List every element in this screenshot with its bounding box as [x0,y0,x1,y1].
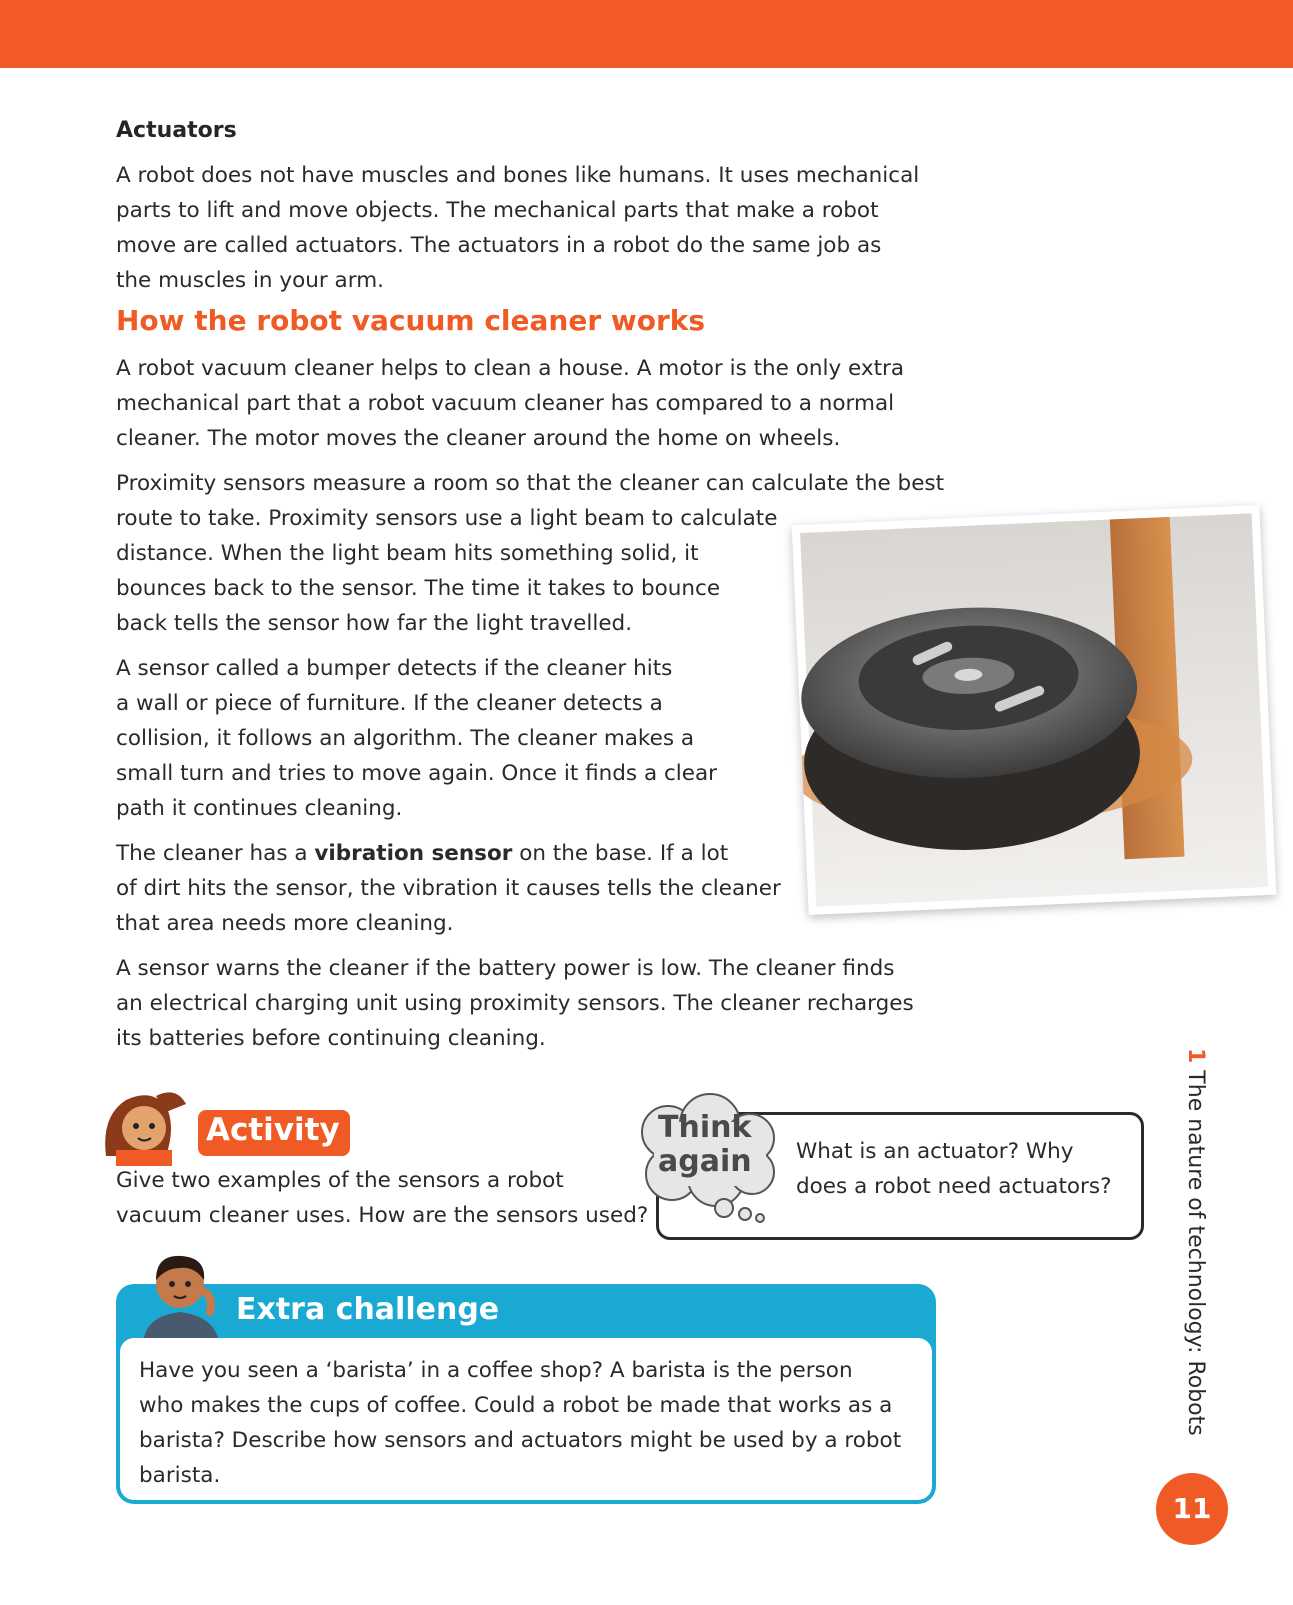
text-line: A robot vacuum cleaner helps to clean a house. A motor is the only extra [116,356,905,381]
boy-illustration-icon [134,1250,230,1338]
page-number: 11 [1156,1473,1228,1545]
section-heading: How the robot vacuum cleaner works [116,304,706,337]
text-line: Proximity sensors measure a room so that the cleaner can calculate the best [116,471,945,496]
chapter-number: 1 [1183,1048,1208,1064]
text-line: on the base. If a lot [512,841,729,866]
again-label: again [658,1144,752,1179]
text-line: barista. [139,1463,221,1488]
text-line: collision, it follows an algorithm. The cleaner makes a [116,726,695,751]
think-again-question [796,1134,1126,1204]
text-line: does a robot need actuators? [796,1174,1112,1199]
top-banner [0,0,1293,68]
text-line: move are called actuators. The actuators in a robot do the same job as [116,233,882,258]
text-line: small turn and tries to move again. Once it finds a clear [116,761,718,786]
text-line: A sensor called a bumper detects if the cleaner hits [116,656,673,681]
battery-paragraph [116,951,914,1056]
text-line: What is an actuator? Why [796,1139,1074,1164]
text-line: cleaner. The motor moves the cleaner around the home on wheels. [116,426,841,451]
girl-illustration-icon [96,1086,206,1166]
bold-term: vibration sensor [314,841,513,866]
activity-text [116,1163,648,1233]
text-line: Have you seen a ‘barista’ in a coffee shop? A barista is the person [139,1358,853,1383]
actuators-paragraph [116,158,919,298]
text-line: barista? Describe how sensors and actuators might be used by a robot [139,1428,902,1453]
motor-paragraph [116,351,904,456]
text-line: A sensor warns the cleaner if the battery power is low. The cleaner finds [116,956,895,981]
text-line: parts to lift and move objects. The mechanical parts that make a robot [116,198,879,223]
chapter-side-title [1178,1048,1208,1448]
extra-challenge-text [139,1353,929,1493]
text-line: vacuum cleaner uses. How are the sensors used? [116,1203,649,1228]
text-line: the muscles in your arm. [116,268,384,293]
text-line: bounces back to the sensor. The time it takes to bounce [116,576,721,601]
activity-label: Activity [206,1112,340,1148]
robot-vacuum-photo [792,505,1277,915]
text-line: route to take. Proximity sensors use a light beam to calculate [116,506,778,531]
text-line: path it continues cleaning. [116,796,403,821]
extra-challenge-title: Extra challenge [236,1292,500,1327]
text-line: Give two examples of the sensors a robot [116,1168,564,1193]
text-line: who makes the cups of coffee. Could a robot be made that works as a [139,1393,893,1418]
text-line: A robot does not have muscles and bones like humans. It uses mechanical [116,163,920,188]
text-line: of dirt hits the sensor, the vibration it causes tells the cleaner [116,876,781,901]
text-line: mechanical part that a robot vacuum cleaner has compared to a normal [116,391,895,416]
bumper-paragraph [116,651,717,826]
chapter-title: The nature of technology: Robots [1183,1063,1208,1436]
actuators-heading: Actuators [116,118,237,143]
text-line: an electrical charging unit using proximity sensors. The cleaner recharges [116,991,914,1016]
think-label: Think [658,1110,752,1145]
text-line: The cleaner has a [116,841,315,866]
text-line: distance. When the light beam hits something solid, it [116,541,699,566]
vibration-paragraph [116,836,781,941]
text-line: a wall or piece of furniture. If the cleaner detects a [116,691,663,716]
text-line: back tells the sensor how far the light travelled. [116,611,633,636]
text-line: its batteries before continuing cleaning. [116,1026,546,1051]
text-line: that area needs more cleaning. [116,911,454,936]
